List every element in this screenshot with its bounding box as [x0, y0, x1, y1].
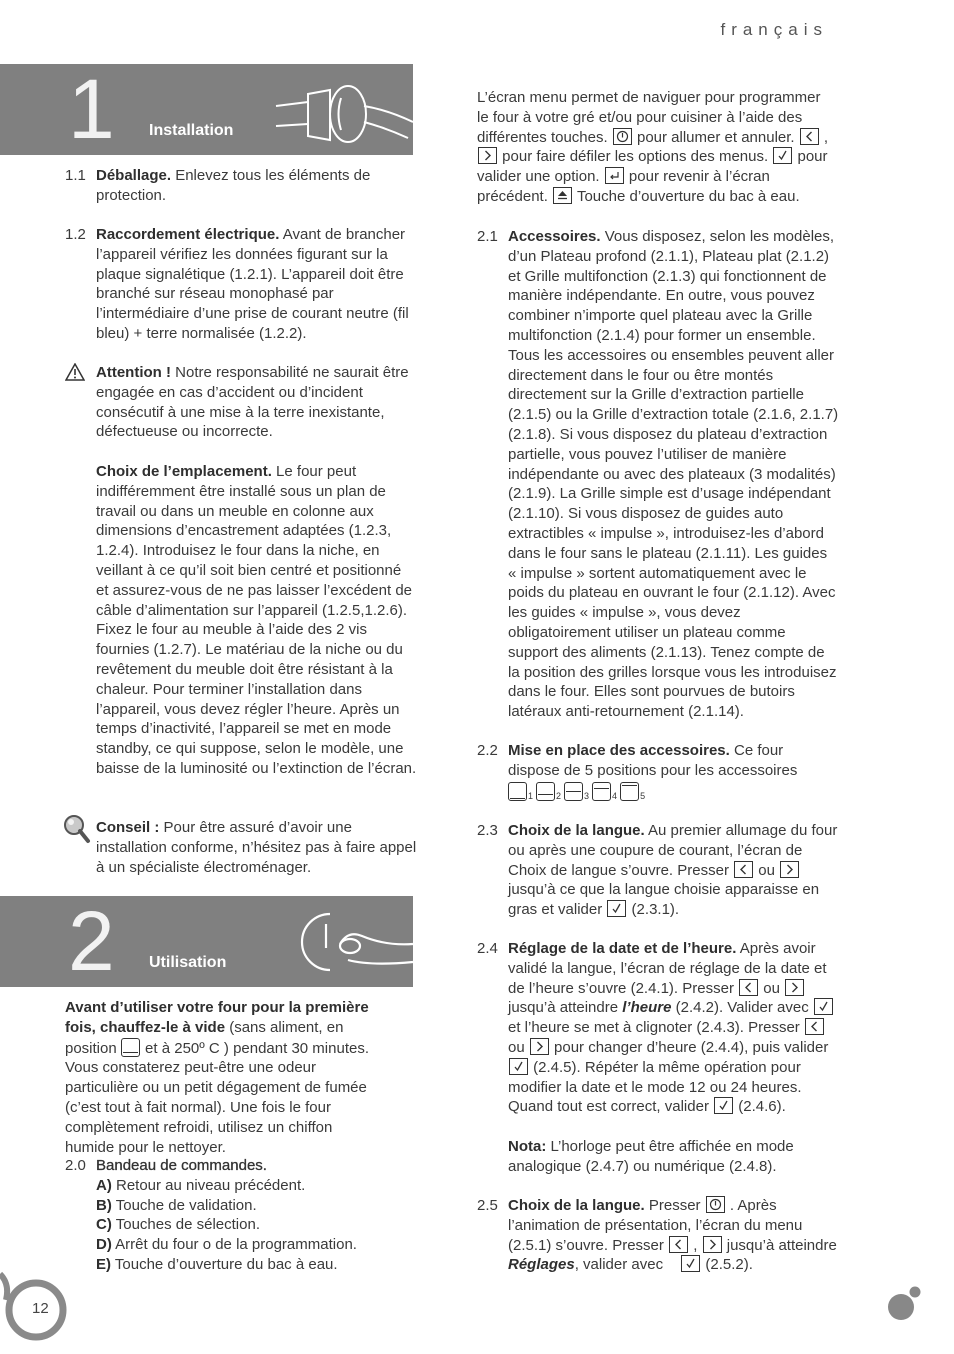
section-text: Après avoir validé la langue, l’écran de réglage de la date et de l’heure s’ouvre (2.4.1). Presser	[508, 940, 827, 997]
position-label: 4	[612, 790, 618, 801]
menu-text: Touche d’ouverture du bac à eau.	[573, 187, 800, 205]
section-text: (2.4.5). Répéter la même opération pour modifier la date et le mode 12 ou 24 heures. Quand tout est correct, valider	[508, 1058, 802, 1116]
section-text: ou	[508, 1038, 529, 1056]
section-text: jusqu’à atteindre	[508, 999, 623, 1017]
nota-text: L’horloge peut être affichée en mode analogique (2.4.7) ou numérique (2.4.8).	[508, 1138, 794, 1175]
section-text: ou	[759, 979, 785, 997]
section-text: Ce four dispose de 5 positions pour les accessoires	[508, 742, 798, 779]
control-text: Retour au niveau précédent.	[111, 1176, 306, 1194]
first-use-paragraph	[65, 998, 385, 1157]
section-text: ou	[754, 861, 780, 879]
section-text: jusqu’à atteindre	[722, 1236, 837, 1254]
control-item-b	[96, 1196, 417, 1216]
menu-text: pour faire défiler les options des menus.	[498, 148, 773, 166]
section-2-2	[477, 741, 839, 806]
control-key: A)	[96, 1176, 112, 1194]
emphasis-text: l’heure	[622, 999, 672, 1017]
section-text: et l’heure se met à clignoter (2.4.3). Presser	[508, 1019, 804, 1037]
section-1-2	[65, 225, 417, 344]
section-text: (2.4.6).	[734, 1098, 786, 1116]
position-4-icon	[592, 782, 611, 801]
section-text: (2.5.2).	[701, 1256, 753, 1274]
section-heading: Bandeau de commandes.	[96, 1157, 267, 1174]
position-label: 1	[528, 790, 534, 801]
control-key: D)	[96, 1236, 112, 1254]
position-label: 2	[556, 790, 562, 801]
power-finger-icon	[290, 904, 413, 984]
menu-text: ,	[819, 128, 829, 146]
position-2-icon	[536, 782, 555, 801]
position-5-icon	[620, 782, 639, 801]
menu-text: pour revenir à l’écran précédent.	[477, 168, 770, 205]
control-text: Arrêt du four o de la programmation.	[111, 1236, 357, 1254]
menu-text: L’écran menu permet de naviguer pour programmer le four à votre gré et/ou pour cuisiner à l’aide des différentes touches.	[477, 89, 821, 146]
left-arrow-key-icon	[800, 128, 819, 145]
section-number: 2.4	[477, 940, 498, 957]
control-key: E)	[96, 1255, 111, 1273]
eject-key-icon	[553, 187, 572, 204]
section-number: 2.3	[477, 822, 498, 839]
attention-title: Attention !	[96, 364, 171, 381]
attention-note	[65, 363, 417, 442]
page-number: 12	[32, 1300, 49, 1317]
section-2-number: 2	[68, 894, 115, 988]
section-text: ,	[689, 1236, 702, 1254]
nota-note	[508, 1137, 839, 1177]
control-item-d	[96, 1235, 417, 1255]
check-key-icon	[714, 1097, 733, 1114]
section-2-0	[65, 1156, 417, 1275]
control-item-a	[96, 1176, 417, 1196]
check-key-icon	[681, 1255, 700, 1272]
right-arrow-key-icon	[478, 147, 497, 164]
section-text: jusqu’à ce que la langue choisie apparaisse en gras et valider	[508, 881, 820, 919]
section-number: 2.2	[477, 742, 498, 759]
section-heading: Réglage de la date et de l’heure.	[508, 940, 737, 957]
check-key-icon	[814, 998, 833, 1015]
section-text: pour changer d’heure (2.4.4), puis valider	[549, 1038, 829, 1056]
control-item-e	[96, 1255, 417, 1275]
position-label: 5	[640, 790, 646, 801]
section-number: 2.5	[477, 1197, 498, 1214]
section-text: . Après l’animation de présentation, l’écran du menu (2.5.1) s’ouvre. Presser	[508, 1197, 803, 1254]
check-key-icon	[607, 900, 626, 917]
control-key: C)	[96, 1216, 112, 1234]
section-heading: Choix de la langue.	[508, 822, 645, 839]
first-use-bold: Avant d’utiliser votre four pour la première fois, chauffez-le à vide	[65, 999, 369, 1036]
emphasis-text: Réglages	[508, 1256, 575, 1274]
section-2-4	[477, 939, 839, 1177]
control-key: B)	[96, 1196, 112, 1214]
section-1-number: 1	[68, 62, 115, 156]
conseil-title: Conseil :	[96, 819, 160, 836]
control-text: Touche de validation.	[111, 1196, 257, 1214]
control-text: Touche d’ouverture du bac à eau.	[111, 1255, 338, 1273]
section-1-title: Installation	[149, 122, 234, 139]
decorative-dots-icon	[884, 1284, 924, 1324]
position-label: 3	[584, 790, 590, 801]
section-1-1	[65, 166, 417, 206]
section-text: , valider avec	[574, 1256, 668, 1274]
section-heading: Déballage.	[96, 167, 172, 184]
conseil-note	[65, 818, 417, 877]
left-arrow-key-icon	[739, 979, 758, 996]
emplacement-text: Le four peut indifféremment être installé sous un plan de travail ou dans un meuble en colonne aux dimensions d’encastrement adaptées (1.2.3, 1.2.4). Introduisez le four dans la niche, en veillant à ce qu’il soit bien centré et positionné et assurez-vous de ne pas laisser l’excédent de câble d’alimentation sur l’appareil (1.2.5,1.2.6). Fixez le four au meuble à l’aide des 2 vis fournies (1.2.7). Le matériau de la niche ou du revêtement du meuble doit être résistant à la chaleur. Pour terminer l’installation dans l’appareil, vous devez régler l’heure. Après un temps d’inactivité, l’appareil se met en mode standby, ce qui suppose, selon le modèle, une baisse de la luminosité ou l’extinction de l’écran.	[96, 463, 417, 777]
oven-positions	[508, 782, 839, 807]
section-2-banner	[0, 896, 413, 987]
attention-text: Notre responsabilité ne saurait être engagée en cas d’accident ou d’incident consécutif à une mise à la terre inexistante, défectueuse ou incorrecte.	[96, 364, 409, 441]
emplacement-title: Choix de l’emplacement.	[96, 463, 272, 480]
section-1-banner	[0, 64, 413, 155]
section-heading: Accessoires.	[508, 228, 601, 245]
power-key-icon	[613, 128, 632, 145]
first-use-text-2: et à 250º C ) pendant 30 minutes. Vous constaterez peut-être une odeur particulière ou un petit dégagement de fumée (c’est tout à fait normal). Une fois le four complètement refroidi, utilisez un chiffon humide pour le nettoyer.	[65, 1039, 369, 1156]
section-text: Enlevez tous les éléments de protection.	[96, 167, 371, 204]
back-key-icon	[605, 167, 624, 184]
right-arrow-key-icon	[785, 979, 804, 996]
section-heading: Raccordement électrique.	[96, 226, 280, 243]
first-use-text-1: (sans aliment, en position	[65, 1018, 344, 1057]
emplacement-paragraph	[65, 462, 417, 779]
section-heading: Mise en place des accessoires.	[508, 742, 730, 759]
section-text: Au premier allumage du four ou après une coupure de courant, l’écran de Choix de langue s’ouvre. Presser	[508, 822, 838, 879]
section-2-3	[477, 821, 839, 920]
section-text: Avant de brancher l’appareil vérifiez les données figurant sur la plaque signalétique (1.2.1). L’appareil doit être branché sur réseau monophasé par l’intermédiaire d’une prise de courant neutre (fil bleu) + terre normalisée (1.2.2).	[96, 226, 409, 342]
section-text: Vous disposez, selon les modèles, d’un Plateau profond (2.1.1), Plateau plat (2.1.2) et Grille multifonction (2.1.3) qui fonctionnent de manière indépendante. En outre, vous pouvez combiner n’importe quel plateau avec la Grille multifonction (2.1.4) pour former un ensemble. Tous les accessoires ou ensembles peuvent aller directement dans le four ou être montés directement sur la Grille d’extraction partielle (2.1.5) ou la Grille d’extraction totale (2.1.6, 2.1.7) (2.1.8). Si vous disposez du plateau d’extraction partielle, vous pouvez l’utiliser de manière indépendante ou avec des plateaux (3 modalités) (2.1.9). La Grille simple est d’usage indépendant (2.1.10). Si vous disposez de guides auto extractibles « impulse », introduisez-les d’abord dans le four sans le plateau (2.1.11). Les guides « impulse » sortent automatiquement avec le poids du plateau en ouvrant le four (2.1.12). Avec les guides « impulse », vous devez obligatoirement utiliser un plateau comme support des aliments (2.1.13). Tenez compte de la position des grilles lorsque vous les introduisez dans le four. Elles sont pourvues de butoirs latéraux anti-retournement (2.1.14).	[508, 228, 839, 721]
nota-title: Nota:	[508, 1138, 547, 1156]
menu-paragraph	[477, 88, 835, 207]
left-arrow-key-icon	[805, 1018, 824, 1035]
position-1-icon	[508, 782, 527, 801]
conseil-text: Pour être assuré d’avoir une installation conforme, n’hésitez pas à faire appel à un spécialiste électroménager.	[96, 819, 417, 876]
left-arrow-key-icon	[734, 861, 753, 878]
section-heading: Choix de la langue.	[508, 1197, 645, 1214]
section-2-1	[477, 227, 839, 722]
right-arrow-key-icon	[530, 1038, 549, 1055]
section-number: 1.2	[65, 226, 86, 243]
language-label: français	[720, 20, 828, 39]
section-text: (2.4.2). Valider avec	[671, 999, 813, 1017]
check-key-icon	[509, 1058, 528, 1075]
section-number: 2.1	[477, 228, 498, 245]
section-2-title: Utilisation	[149, 954, 227, 971]
magnifier-icon	[63, 814, 91, 844]
menu-text: pour valider une option.	[477, 148, 828, 186]
left-arrow-key-icon	[669, 1236, 688, 1253]
section-number: 2.0	[65, 1157, 86, 1174]
section-2-5	[477, 1196, 839, 1275]
position-3-icon	[564, 782, 583, 801]
section-number: 1.1	[65, 167, 86, 184]
control-item-c	[96, 1215, 417, 1235]
section-text: (2.3.1).	[627, 901, 680, 919]
oven-position-icon	[121, 1038, 140, 1057]
right-arrow-key-icon	[703, 1236, 722, 1253]
right-arrow-key-icon	[780, 861, 799, 878]
power-key-icon	[706, 1196, 725, 1213]
plug-icon	[268, 74, 413, 152]
section-text: Presser	[644, 1197, 705, 1214]
menu-text: pour allumer et annuler.	[632, 128, 799, 146]
control-text: Touches de sélection.	[111, 1216, 260, 1234]
check-key-icon	[773, 147, 792, 164]
warning-icon	[65, 363, 85, 381]
